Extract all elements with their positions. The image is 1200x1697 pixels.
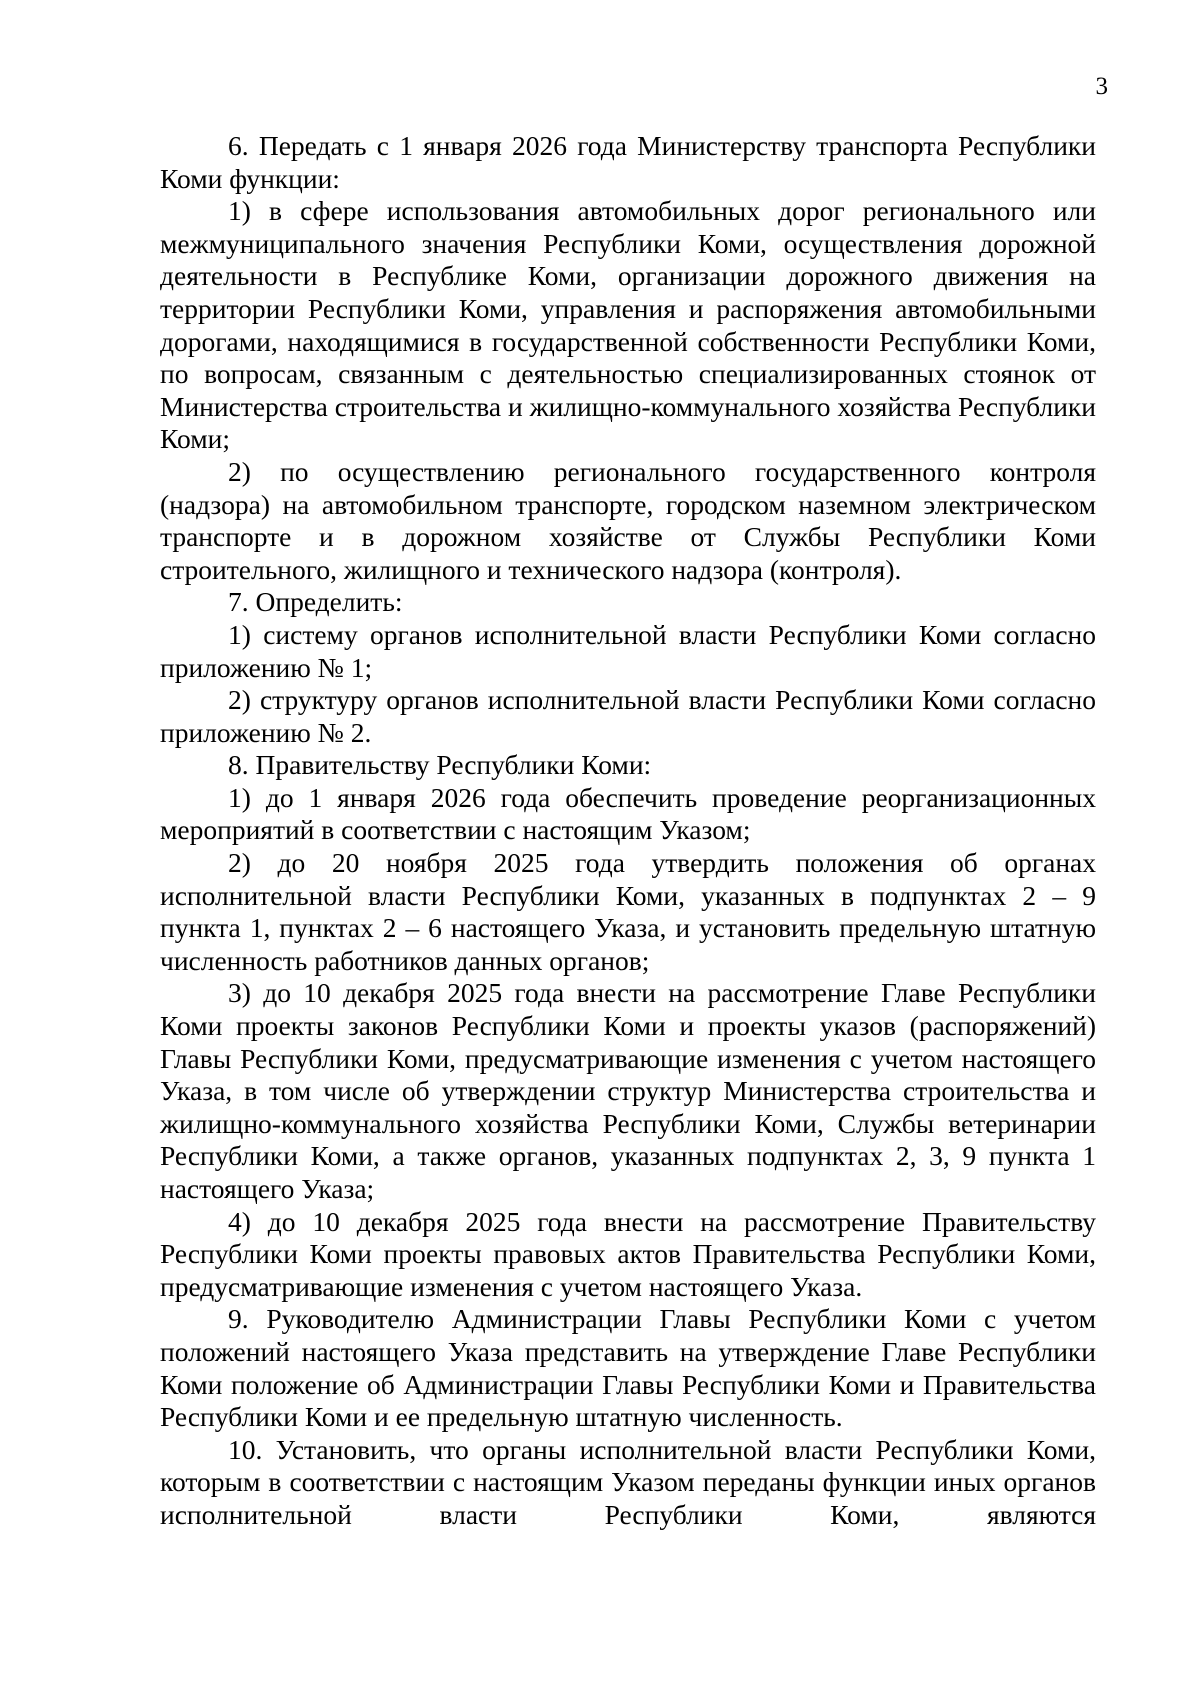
page-number: 3	[1095, 73, 1108, 100]
paragraph-8-item-1: 1) до 1 января 2026 года обеспечить проведение реорганизационных мероприятий в соответствии с настоящим Указом;	[160, 781, 1096, 846]
paragraph-6-item-2: 2) по осуществлению регионального государственного контроля (надзора) на автомобильном транспорте, городском наземном электрическом транспорте и в дорожном хозяйстве от Службы Республики Коми строительного, жилищного и технического надзора (контроля).	[160, 455, 1096, 585]
document-body	[160, 130, 1096, 1532]
paragraph-9: 9. Руководителю Администрации Главы Республики Коми с учетом положений настоящего Указа представить на утверждение Главе Республики Коми положение об Администрации Главы Республики Коми и Правительства Республики Коми и ее предельную штатную численность.	[160, 1303, 1096, 1433]
paragraph-8-item-2: 2) до 20 ноября 2025 года утвердить положения об органах исполнительной власти Республики Коми, указанных в подпунктах 2 – 9 пункта 1, пунктах 2 – 6 настоящего Указа, и установить предельную штатную численность работников данных органов;	[160, 847, 1096, 976]
paragraph-6: 6. Передать с 1 января 2026 года Министерству транспорта Республики Коми функции:	[160, 130, 1096, 194]
paragraph-6-item-1: 1) в сфере использования автомобильных дорог регионального или межмуниципального значения Республики Коми, осуществления дорожной деятельности в Республике Коми, организации дорожного движения на территории Республики Коми, управления и распоряжения автомобильными дорогами, находящимися в государственной собственности Республики Коми, по вопросам, связанным с деятельностью специализированных стоянок от Министерства строительства и жилищно-коммунального хозяйства Республики Коми;	[160, 195, 1096, 455]
paragraph-7-item-2: 2) структуру органов исполнительной власти Республики Коми согласно приложению № 2.	[160, 684, 1096, 748]
paragraph-8: 8. Правительству Республики Коми:	[228, 749, 652, 781]
paragraph-8-item-4: 4) до 10 декабря 2025 года внести на рассмотрение Правительству Республики Коми проекты правовых актов Правительства Республики Коми, предусматривающие изменения с учетом настоящего Указа.	[160, 1205, 1096, 1302]
paragraph-7-item-1: 1) систему органов исполнительной власти Республики Коми согласно приложению № 1;	[160, 618, 1096, 683]
paragraph-8-item-3: 3) до 10 декабря 2025 года внести на рассмотрение Главе Республики Коми проекты законов Республики Коми и проекты указов (распоряжений) Главы Республики Коми, предусматривающие изменения с учетом настоящего Указа, в том числе об утверждении структур Министерства строительства и жилищно-коммунального хозяйства Республики Коми, Службы ветеринарии Республики Коми, а также органов, указанных подпунктах 2, 3, 9 пункта 1 настоящего Указа;	[160, 977, 1096, 1204]
paragraph-10: 10. Установить, что органы исполнительной власти Республики Коми, которым в соответствии с настоящим Указом переданы функции иных органов исполнительной власти Республики Коми, являются	[160, 1433, 1096, 1530]
paragraph-7: 7. Определить:	[228, 586, 403, 618]
